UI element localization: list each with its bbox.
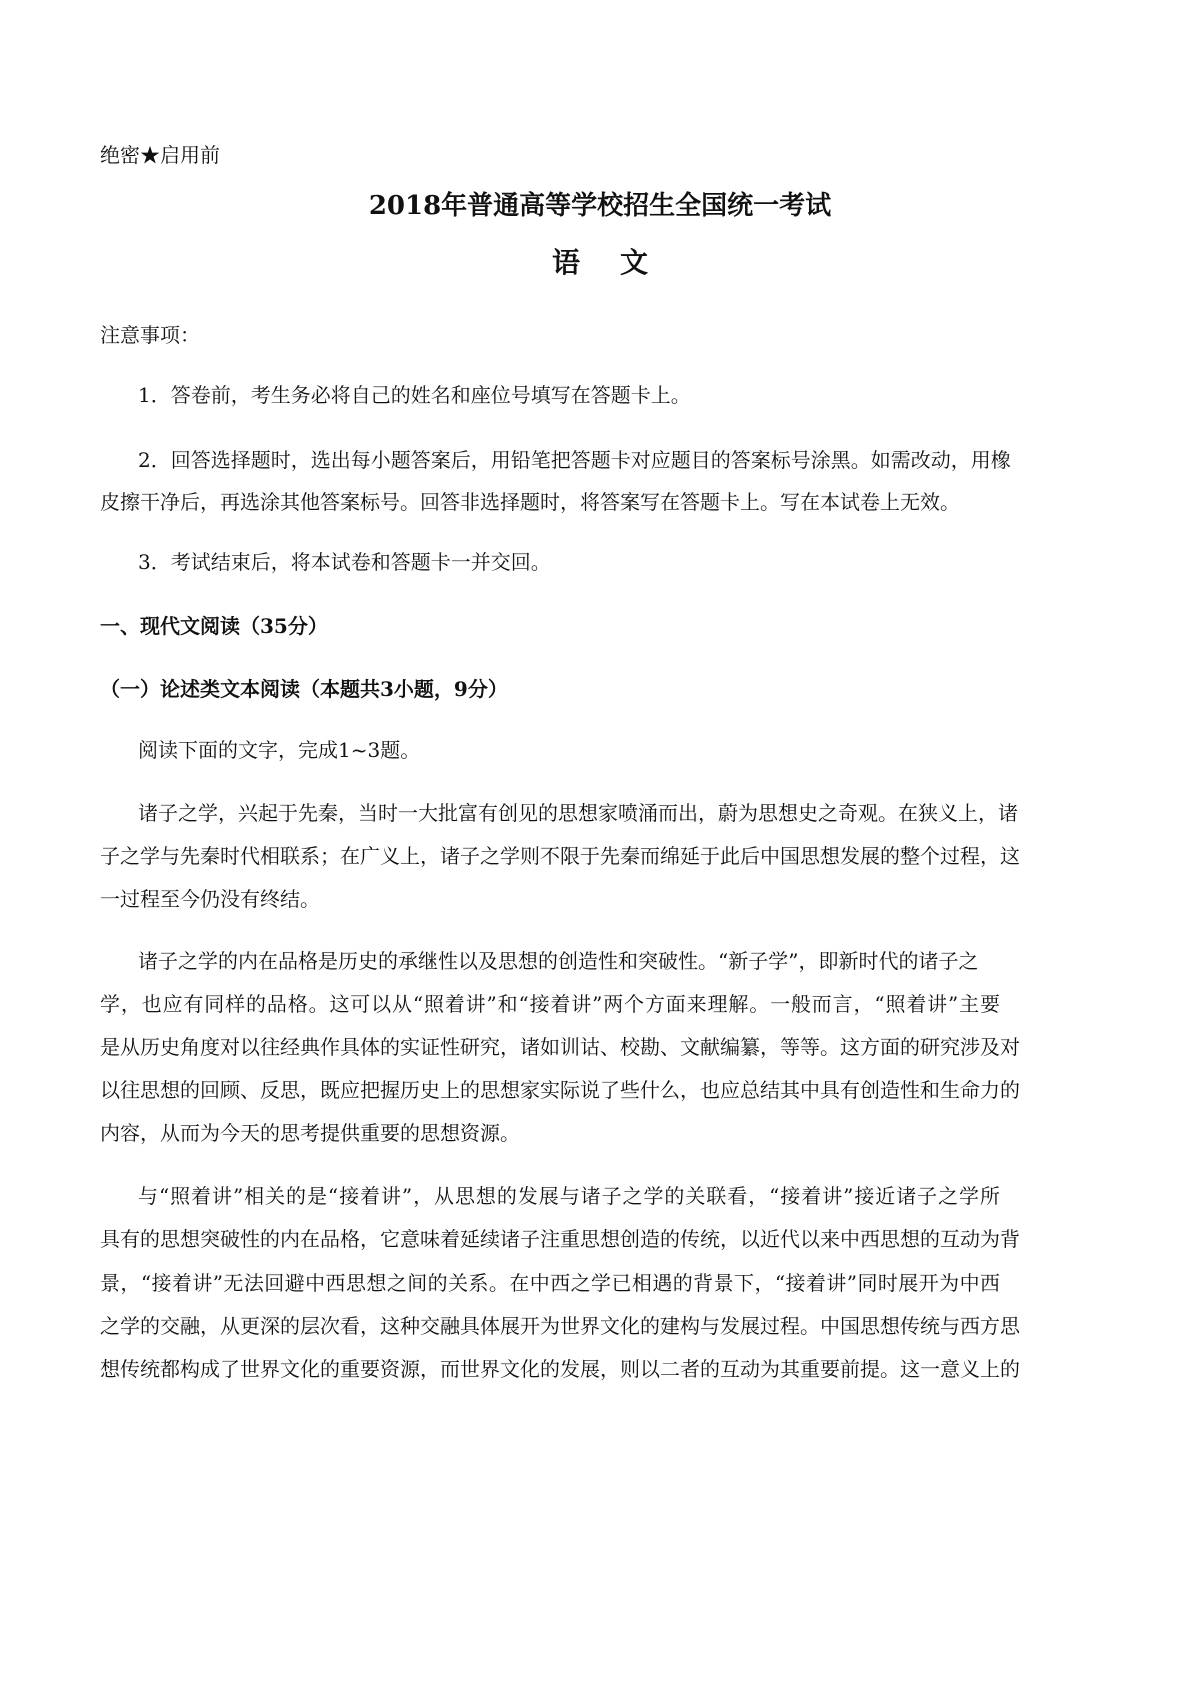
exam-title: 2018年普通高等学校招生全国统一考试 [368,191,832,221]
passage-p2-line-4: 以往思想的回顾、反思，既应把握历史上的思想家实际说了些什么，也应总结其中具有创造性和生命力的 [100,1078,1020,1102]
passage-p2-line-2: 学，也应有同样的品格。这可以从“照着讲”和“接着讲”两个方面来理解。一般而言，“照着讲”主要 [100,992,1000,1016]
passage-p3-line-3: 景，“接着讲”无法回避中西思想之间的关系。在中西之学已相遇的背景下，“接着讲”同时展开为中西 [100,1271,1000,1295]
passage-p1-line-1: 诸子之学，兴起于先秦，当时一大批富有创见的思想家喷涌而出，蔚为思想史之奇观。在狭义上，诸 [138,801,1018,825]
note-item-3: 3．考试结束后，将本试卷和答题卡一并交回。 [138,550,551,574]
passage-p1-line-3: 一过程至今仍没有终结。 [100,887,320,911]
note-item-1: 1．答卷前，考生务必将自己的姓名和座位号填写在答题卡上。 [138,383,691,407]
note-item-2-line-2: 皮擦干净后，再选涂其他答案标号。回答非选择题时，将答案写在答题卡上。写在本试卷上无效。 [100,490,960,514]
notes-heading: 注意事项： [100,323,200,347]
passage-p2-line-1: 诸子之学的内在品格是历史的承继性以及思想的创造性和突破性。“新子学”，即新时代的诸子之 [138,949,979,973]
section-heading: 一、现代文阅读（35分） [100,614,328,638]
passage-p3-line-5: 想传统都构成了世界文化的重要资源，而世界文化的发展，则以二者的互动为其重要前提。这一意义上的 [100,1357,1020,1381]
passage-p3-line-2: 具有的思想突破性的内在品格，它意味着延续诸子注重思想创造的传统，以近代以来中西思想的互动为背 [100,1227,1020,1251]
reading-instruction: 阅读下面的文字，完成1~3题。 [138,738,421,762]
passage-p2-line-5: 内容，从而为今天的思考提供重要的思想资源。 [100,1121,520,1145]
passage-p3-line-4: 之学的交融，从更深的层次看，这种交融具体展开为世界文化的建构与发展过程。中国思想传统与西方思 [100,1314,1020,1338]
note-item-2-line-1: 2．回答选择题时，选出每小题答案后，用铅笔把答题卡对应题目的答案标号涂黑。如需改动，用橡 [138,448,1011,472]
passage-p3-line-1: 与“照着讲”相关的是“接着讲”，从思想的发展与诸子之学的关联看，“接着讲”接近诸子之学所 [138,1184,1000,1208]
subject-title: 语文 [551,246,688,279]
secret-mark: 绝密★启用前 [100,143,220,167]
passage-p1-line-2: 子之学与先秦时代相联系；在广义上，诸子之学则不限于先秦而绵延于此后中国思想发展的整个过程，这 [100,844,1020,868]
subsection-heading: （一）论述类文本阅读（本题共3小题，9分） [100,677,508,701]
passage-p2-line-3: 是从历史角度对以往经典作具体的实证性研究，诸如训诂、校勘、文献编纂，等等。这方面的研究涉及对 [100,1035,1020,1059]
